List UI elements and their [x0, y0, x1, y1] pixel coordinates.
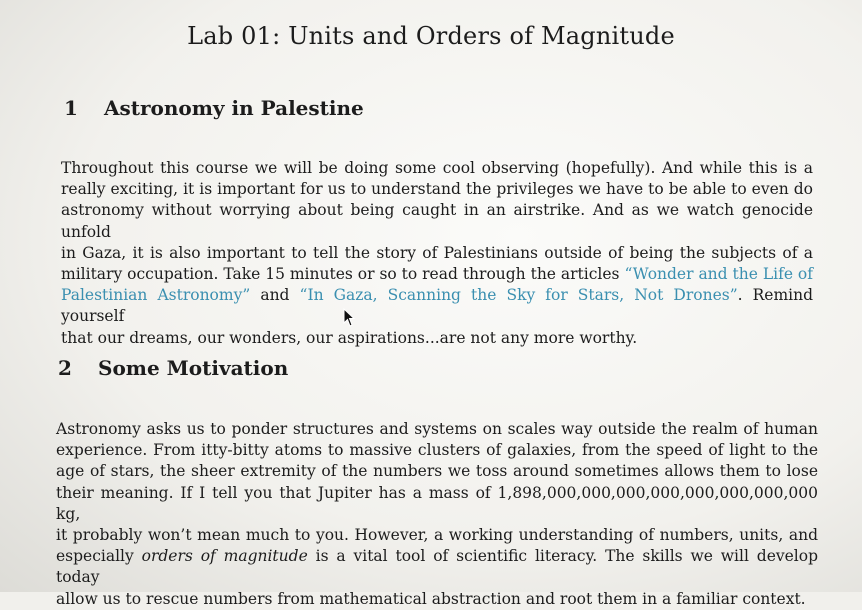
section-1-paragraph — [61, 158, 813, 349]
paragraph-line: Astronomy asks us to ponder structures and systems on scales way outside the realm of human — [56, 420, 818, 438]
section-1-heading — [64, 96, 364, 120]
paragraph-line: that our dreams, our wonders, our aspirations...are not any more worthy. — [61, 328, 638, 347]
line-text: . Remind yourself — [61, 286, 814, 326]
paragraph-line — [61, 285, 813, 327]
section-2-heading — [58, 356, 288, 380]
section-title: Astronomy in Palestine — [104, 96, 364, 120]
article-link-wonder-cont[interactable]: Palestinian Astronomy” — [61, 286, 251, 305]
paragraph-line: their meaning. If I tell you that Jupiter has a mass of 1,898,000,000,000,000,000,000,000,000 kg, — [56, 483, 818, 523]
paragraph-line: age of stars, the sheer extremity of the numbers we toss around sometimes allows them to lose — [56, 462, 818, 481]
paragraph-line — [56, 546, 818, 588]
section-2-paragraph — [56, 419, 818, 610]
paragraph-line — [61, 264, 813, 285]
line-text: is a vital tool of scientific literacy. The skills we will develop today — [56, 547, 819, 587]
paragraph-line: astronomy without worrying about being caught in an airstrike. And as we watch genocide unfold — [61, 201, 813, 241]
line-text: especially — [56, 547, 142, 566]
article-link-gaza[interactable]: “In Gaza, Scanning the Sky for Stars, Not Drones” — [299, 286, 738, 305]
line-text: and — [250, 286, 300, 305]
line-text: military occupation. Take 15 minutes or so to read through the articles — [61, 265, 625, 284]
paragraph-line: allow us to rescue numbers from mathematical abstraction and root them in a familiar context. — [56, 589, 806, 608]
paragraph-line: it probably won’t mean much to you. However, a working understanding of numbers, units, and — [56, 526, 818, 545]
section-title: Some Motivation — [98, 356, 289, 380]
paragraph-line: in Gaza, it is also important to tell the story of Palestinians outside of being the subjects of a — [61, 243, 813, 262]
mouse-pointer-icon — [343, 308, 357, 328]
paragraph-line: really exciting, it is important for us to understand the privileges we have to be able to even do — [61, 180, 813, 199]
page-title: Lab 01: Units and Orders of Magnitude — [187, 22, 675, 50]
section-number: 1 — [64, 96, 78, 120]
paragraph-line: experience. From itty-bitty atoms to massive clusters of galaxies, from the speed of light to the — [56, 441, 818, 460]
article-link-wonder[interactable]: “Wonder and the Life of — [624, 265, 813, 284]
emphasis-text: orders of magnitude — [141, 547, 308, 566]
section-number: 2 — [58, 356, 72, 380]
paragraph-line: Throughout this course we will be doing some cool observing (hopefully). And while this is a — [61, 159, 813, 177]
